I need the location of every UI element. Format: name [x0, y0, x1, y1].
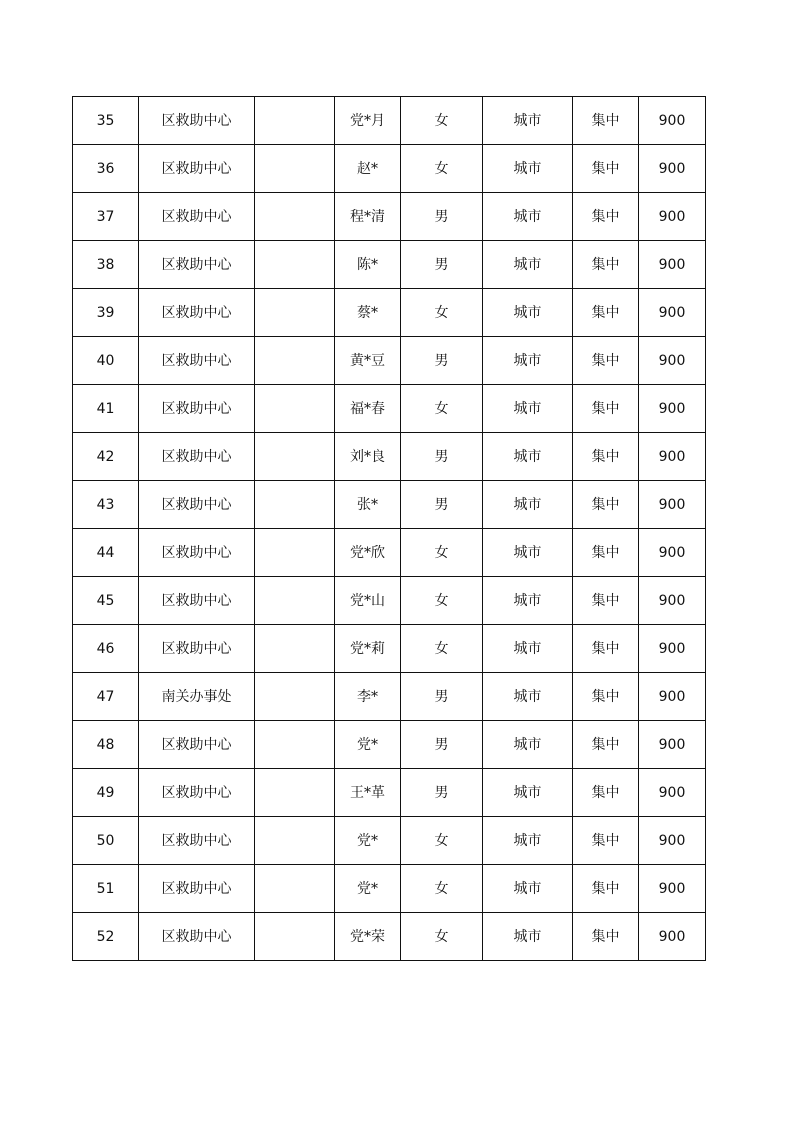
area-type-cell: 城市: [483, 625, 573, 673]
support-mode-cell: 集中: [573, 433, 639, 481]
serial-number-cell: 46: [73, 625, 139, 673]
area-type-cell: 城市: [483, 865, 573, 913]
unit-cell: 区救助中心: [139, 529, 255, 577]
serial-number-cell: 49: [73, 769, 139, 817]
support-mode-cell: 集中: [573, 193, 639, 241]
person-name-cell: 蔡*: [335, 289, 401, 337]
person-name-cell: 党*: [335, 721, 401, 769]
table-row: [73, 145, 706, 193]
amount-cell: 900: [639, 769, 706, 817]
unit-cell: 区救助中心: [139, 913, 255, 961]
serial-number-cell: 44: [73, 529, 139, 577]
amount-cell: 900: [639, 385, 706, 433]
person-name-cell: 张*: [335, 481, 401, 529]
area-type-cell: 城市: [483, 769, 573, 817]
person-name-cell: 党*莉: [335, 625, 401, 673]
amount-cell: 900: [639, 913, 706, 961]
serial-number-cell: 37: [73, 193, 139, 241]
support-mode-cell: 集中: [573, 337, 639, 385]
person-name-cell: 党*欣: [335, 529, 401, 577]
area-type-cell: 城市: [483, 721, 573, 769]
support-mode-cell: 集中: [573, 97, 639, 145]
empty-cell: [255, 97, 335, 145]
person-name-cell: 赵*: [335, 145, 401, 193]
table-row: [73, 385, 706, 433]
amount-cell: 900: [639, 337, 706, 385]
support-mode-cell: 集中: [573, 145, 639, 193]
empty-cell: [255, 481, 335, 529]
amount-cell: 900: [639, 529, 706, 577]
area-type-cell: 城市: [483, 193, 573, 241]
unit-cell: 区救助中心: [139, 625, 255, 673]
unit-cell: 区救助中心: [139, 241, 255, 289]
support-mode-cell: 集中: [573, 865, 639, 913]
amount-cell: 900: [639, 673, 706, 721]
gender-cell: 男: [401, 721, 483, 769]
area-type-cell: 城市: [483, 529, 573, 577]
area-type-cell: 城市: [483, 817, 573, 865]
empty-cell: [255, 625, 335, 673]
person-name-cell: 党*: [335, 817, 401, 865]
gender-cell: 女: [401, 577, 483, 625]
serial-number-cell: 35: [73, 97, 139, 145]
amount-cell: 900: [639, 577, 706, 625]
support-mode-cell: 集中: [573, 289, 639, 337]
empty-cell: [255, 433, 335, 481]
table-row: [73, 337, 706, 385]
person-name-cell: 党*月: [335, 97, 401, 145]
gender-cell: 男: [401, 337, 483, 385]
serial-number-cell: 42: [73, 433, 139, 481]
serial-number-cell: 52: [73, 913, 139, 961]
serial-number-cell: 36: [73, 145, 139, 193]
person-name-cell: 福*春: [335, 385, 401, 433]
area-type-cell: 城市: [483, 337, 573, 385]
table-row: [73, 625, 706, 673]
person-name-cell: 党*: [335, 865, 401, 913]
unit-cell: 区救助中心: [139, 145, 255, 193]
person-name-cell: 黄*豆: [335, 337, 401, 385]
empty-cell: [255, 673, 335, 721]
person-name-cell: 李*: [335, 673, 401, 721]
amount-cell: 900: [639, 241, 706, 289]
support-mode-cell: 集中: [573, 385, 639, 433]
serial-number-cell: 51: [73, 865, 139, 913]
area-type-cell: 城市: [483, 385, 573, 433]
table-row: [73, 97, 706, 145]
table-row: [73, 481, 706, 529]
serial-number-cell: 38: [73, 241, 139, 289]
serial-number-cell: 48: [73, 721, 139, 769]
gender-cell: 女: [401, 145, 483, 193]
unit-cell: 南关办事处: [139, 673, 255, 721]
empty-cell: [255, 337, 335, 385]
table-row: [73, 865, 706, 913]
support-mode-cell: 集中: [573, 721, 639, 769]
unit-cell: 区救助中心: [139, 337, 255, 385]
area-type-cell: 城市: [483, 481, 573, 529]
support-mode-cell: 集中: [573, 625, 639, 673]
support-mode-cell: 集中: [573, 577, 639, 625]
table-row: [73, 913, 706, 961]
amount-cell: 900: [639, 817, 706, 865]
serial-number-cell: 41: [73, 385, 139, 433]
gender-cell: 男: [401, 193, 483, 241]
unit-cell: 区救助中心: [139, 865, 255, 913]
amount-cell: 900: [639, 97, 706, 145]
gender-cell: 女: [401, 97, 483, 145]
area-type-cell: 城市: [483, 145, 573, 193]
gender-cell: 女: [401, 865, 483, 913]
gender-cell: 男: [401, 433, 483, 481]
person-name-cell: 王*革: [335, 769, 401, 817]
unit-cell: 区救助中心: [139, 769, 255, 817]
support-mode-cell: 集中: [573, 913, 639, 961]
person-name-cell: 党*荣: [335, 913, 401, 961]
unit-cell: 区救助中心: [139, 433, 255, 481]
amount-cell: 900: [639, 193, 706, 241]
gender-cell: 女: [401, 385, 483, 433]
empty-cell: [255, 817, 335, 865]
area-type-cell: 城市: [483, 577, 573, 625]
serial-number-cell: 40: [73, 337, 139, 385]
table-row: [73, 817, 706, 865]
serial-number-cell: 43: [73, 481, 139, 529]
support-mode-cell: 集中: [573, 529, 639, 577]
serial-number-cell: 45: [73, 577, 139, 625]
area-type-cell: 城市: [483, 241, 573, 289]
table-body: [73, 97, 706, 961]
amount-cell: 900: [639, 145, 706, 193]
support-mode-cell: 集中: [573, 673, 639, 721]
gender-cell: 男: [401, 481, 483, 529]
table-row: [73, 289, 706, 337]
amount-cell: 900: [639, 721, 706, 769]
unit-cell: 区救助中心: [139, 193, 255, 241]
gender-cell: 女: [401, 625, 483, 673]
empty-cell: [255, 577, 335, 625]
amount-cell: 900: [639, 289, 706, 337]
support-mode-cell: 集中: [573, 481, 639, 529]
empty-cell: [255, 241, 335, 289]
unit-cell: 区救助中心: [139, 721, 255, 769]
amount-cell: 900: [639, 433, 706, 481]
area-type-cell: 城市: [483, 433, 573, 481]
person-name-cell: 程*清: [335, 193, 401, 241]
area-type-cell: 城市: [483, 673, 573, 721]
empty-cell: [255, 193, 335, 241]
support-mode-cell: 集中: [573, 769, 639, 817]
unit-cell: 区救助中心: [139, 817, 255, 865]
empty-cell: [255, 529, 335, 577]
table-row: [73, 529, 706, 577]
amount-cell: 900: [639, 481, 706, 529]
empty-cell: [255, 385, 335, 433]
empty-cell: [255, 913, 335, 961]
serial-number-cell: 39: [73, 289, 139, 337]
gender-cell: 女: [401, 289, 483, 337]
person-name-cell: 刘*良: [335, 433, 401, 481]
area-type-cell: 城市: [483, 97, 573, 145]
unit-cell: 区救助中心: [139, 577, 255, 625]
gender-cell: 女: [401, 529, 483, 577]
table-row: [73, 721, 706, 769]
unit-cell: 区救助中心: [139, 97, 255, 145]
gender-cell: 男: [401, 769, 483, 817]
table-row: [73, 193, 706, 241]
area-type-cell: 城市: [483, 289, 573, 337]
serial-number-cell: 50: [73, 817, 139, 865]
gender-cell: 女: [401, 913, 483, 961]
relief-table: [72, 96, 706, 961]
table-row: [73, 769, 706, 817]
empty-cell: [255, 145, 335, 193]
empty-cell: [255, 289, 335, 337]
serial-number-cell: 47: [73, 673, 139, 721]
person-name-cell: 党*山: [335, 577, 401, 625]
support-mode-cell: 集中: [573, 817, 639, 865]
table-row: [73, 433, 706, 481]
gender-cell: 女: [401, 817, 483, 865]
table-row: [73, 673, 706, 721]
unit-cell: 区救助中心: [139, 289, 255, 337]
unit-cell: 区救助中心: [139, 385, 255, 433]
empty-cell: [255, 865, 335, 913]
unit-cell: 区救助中心: [139, 481, 255, 529]
table-row: [73, 577, 706, 625]
person-name-cell: 陈*: [335, 241, 401, 289]
empty-cell: [255, 721, 335, 769]
amount-cell: 900: [639, 625, 706, 673]
empty-cell: [255, 769, 335, 817]
gender-cell: 男: [401, 673, 483, 721]
amount-cell: 900: [639, 865, 706, 913]
table-row: [73, 241, 706, 289]
gender-cell: 男: [401, 241, 483, 289]
area-type-cell: 城市: [483, 913, 573, 961]
support-mode-cell: 集中: [573, 241, 639, 289]
